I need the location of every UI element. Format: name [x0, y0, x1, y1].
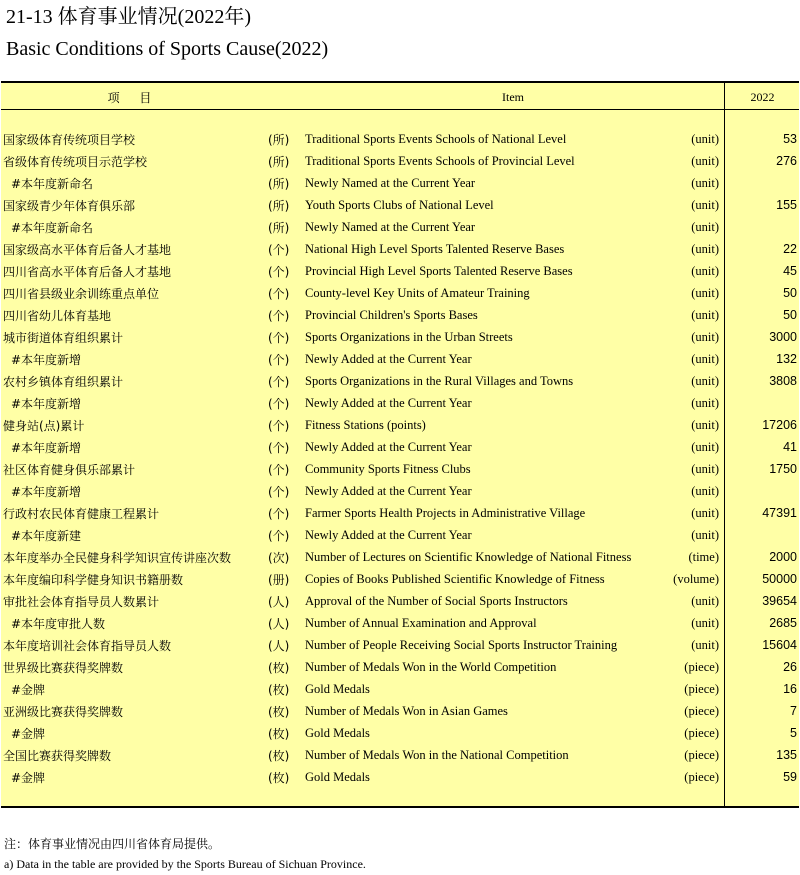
table-row	[1, 612, 799, 634]
row-item-cn: 世界级比赛获得奖牌数	[3, 661, 124, 675]
row-unit-en: (volume)	[673, 572, 719, 586]
row-unit-en: (unit)	[691, 286, 719, 300]
row-item-cn: 省级体育传统项目示范学校	[3, 155, 148, 169]
row-unit-en: (piece)	[684, 660, 719, 674]
row-unit-en: (piece)	[684, 704, 719, 718]
row-unit-cn: (个)	[268, 485, 290, 499]
row-unit-cn: (个)	[268, 331, 290, 345]
row-item-cn: 农村乡镇体育组织累计	[3, 375, 124, 389]
row-item-en: Sports Organizations in the Rural Villages and Towns	[305, 374, 574, 388]
row-item-cn: 城市街道体育组织累计	[3, 331, 124, 345]
row-value-2022: 45	[783, 264, 797, 278]
note-en: a) Data in the table are provided by the Sports Bureau of Sichuan Province.	[4, 857, 366, 871]
table-row	[1, 260, 799, 282]
row-unit-cn: (个)	[268, 441, 290, 455]
table-row	[1, 194, 799, 216]
row-item-en: Traditional Sports Events Schools of National Level	[305, 132, 567, 146]
row-item-cn: #本年度新增	[11, 441, 82, 455]
row-item-en: Gold Medals	[305, 726, 370, 740]
row-unit-cn: (个)	[268, 419, 290, 433]
row-value-2022: 5	[790, 726, 797, 740]
row-unit-en: (time)	[688, 550, 719, 564]
row-item-en: Provincial Children's Sports Bases	[305, 308, 478, 322]
row-item-cn: 国家级体育传统项目学校	[3, 133, 136, 147]
row-unit-en: (piece)	[684, 748, 719, 762]
table-row	[1, 722, 799, 744]
row-item-cn: 本年度举办全民健身科学知识宣传讲座次数	[3, 551, 232, 565]
row-value-2022: 1750	[769, 462, 797, 476]
row-item-cn: 社区体育健身俱乐部累计	[3, 463, 136, 477]
row-unit-en: (unit)	[691, 418, 719, 432]
row-item-cn: 行政村农民体育健康工程累计	[3, 507, 160, 521]
row-item-cn: 亚洲级比赛获得奖牌数	[3, 705, 124, 719]
table-row	[1, 414, 799, 436]
row-unit-cn: (所)	[268, 199, 290, 213]
row-unit-cn: (个)	[268, 265, 290, 279]
header-item-en: Item	[502, 90, 524, 104]
row-value-2022: 15604	[762, 638, 797, 652]
table-row	[1, 766, 799, 788]
row-unit-cn: (个)	[268, 507, 290, 521]
row-value-2022: 26	[783, 660, 797, 674]
row-unit-cn: (个)	[268, 463, 290, 477]
table-row	[1, 282, 799, 304]
row-unit-cn: (个)	[268, 287, 290, 301]
row-value-2022: 47391	[762, 506, 797, 520]
table-row	[1, 744, 799, 766]
row-unit-cn: (所)	[268, 155, 290, 169]
row-item-cn: 四川省县级业余训练重点单位	[3, 287, 160, 301]
row-unit-cn: (人)	[268, 595, 290, 609]
row-value-2022: 2000	[769, 550, 797, 564]
table-row	[1, 128, 799, 150]
table-row	[1, 546, 799, 568]
table-row	[1, 590, 799, 612]
row-item-cn: 本年度编印科学健身知识书籍册数	[3, 573, 184, 587]
table-body	[1, 128, 799, 788]
table-row	[1, 656, 799, 678]
row-value-2022: 16	[783, 682, 797, 696]
row-item-cn: #金牌	[11, 771, 46, 785]
row-item-cn: #金牌	[11, 683, 46, 697]
row-unit-en: (piece)	[684, 726, 719, 740]
row-unit-cn: (所)	[268, 133, 290, 147]
row-item-cn: 四川省高水平体育后备人才基地	[3, 265, 172, 279]
row-value-2022: 132	[776, 352, 797, 366]
row-item-cn: #本年度新增	[11, 353, 82, 367]
row-item-cn: 健身站(点)累计	[3, 419, 85, 433]
row-item-en: Sports Organizations in the Urban Streets	[305, 330, 513, 344]
row-value-2022: 39654	[762, 594, 797, 608]
row-value-2022: 22	[783, 242, 797, 256]
row-unit-cn: (个)	[268, 375, 290, 389]
table-row	[1, 370, 799, 392]
row-item-en: Number of Lectures on Scientific Knowledge of National Fitness	[305, 550, 632, 564]
row-unit-en: (unit)	[691, 352, 719, 366]
row-item-cn: 国家级高水平体育后备人才基地	[3, 243, 172, 257]
row-item-cn: 本年度培训社会体育指导员人数	[3, 639, 172, 653]
table-row	[1, 502, 799, 524]
page-title-cn: 21-13 体育事业情况(2022年)	[6, 6, 251, 28]
row-value-2022: 7	[790, 704, 797, 718]
table-row	[1, 150, 799, 172]
row-value-2022: 276	[776, 154, 797, 168]
row-item-cn: #本年度新命名	[11, 177, 94, 191]
row-unit-en: (unit)	[691, 506, 719, 520]
row-unit-en: (unit)	[691, 330, 719, 344]
row-item-en: Newly Added at the Current Year	[305, 528, 472, 542]
row-item-en: Farmer Sports Health Projects in Administrative Village	[305, 506, 586, 520]
row-unit-en: (unit)	[691, 374, 719, 388]
row-item-cn: #金牌	[11, 727, 46, 741]
row-unit-en: (piece)	[684, 770, 719, 784]
header-item-cn: 项 目	[107, 91, 160, 105]
row-item-en: Newly Added at the Current Year	[305, 484, 472, 498]
row-value-2022: 59	[783, 770, 797, 784]
row-unit-en: (unit)	[691, 242, 719, 256]
table-row	[1, 392, 799, 414]
row-value-2022: 3000	[769, 330, 797, 344]
row-value-2022: 3808	[769, 374, 797, 388]
row-item-en: Community Sports Fitness Clubs	[305, 462, 471, 476]
row-unit-en: (unit)	[691, 198, 719, 212]
row-item-en: Fitness Stations (points)	[305, 418, 426, 432]
row-item-en: Newly Added at the Current Year	[305, 396, 472, 410]
row-item-en: Number of People Receiving Social Sports Instructor Training	[305, 638, 618, 652]
table-row	[1, 568, 799, 590]
table-row	[1, 634, 799, 656]
row-item-cn: 审批社会体育指导员人数累计	[3, 595, 160, 609]
row-unit-en: (unit)	[691, 440, 719, 454]
row-value-2022: 17206	[762, 418, 797, 432]
row-unit-cn: (枚)	[268, 749, 290, 763]
row-unit-cn: (册)	[268, 573, 290, 587]
table-row	[1, 700, 799, 722]
row-unit-en: (unit)	[691, 594, 719, 608]
row-unit-en: (unit)	[691, 462, 719, 476]
row-item-cn: #本年度审批人数	[11, 617, 106, 631]
row-unit-cn: (个)	[268, 353, 290, 367]
sports-table	[1, 81, 799, 808]
row-unit-en: (piece)	[684, 682, 719, 696]
row-unit-cn: (枚)	[268, 771, 290, 785]
row-item-en: Approval of the Number of Social Sports Instructors	[305, 594, 568, 608]
row-unit-en: (unit)	[691, 484, 719, 498]
table-header	[1, 83, 799, 110]
row-value-2022: 2685	[769, 616, 797, 630]
row-unit-cn: (枚)	[268, 705, 290, 719]
table-row	[1, 458, 799, 480]
row-item-en: Newly Added at the Current Year	[305, 352, 472, 366]
row-item-en: County-level Key Units of Amateur Training	[305, 286, 530, 300]
row-unit-cn: (人)	[268, 617, 290, 631]
row-item-en: Youth Sports Clubs of National Level	[305, 198, 494, 212]
row-item-en: Number of Medals Won in the National Competition	[305, 748, 569, 762]
row-item-en: Provincial High Level Sports Talented Reserve Bases	[305, 264, 573, 278]
table-row	[1, 524, 799, 546]
page-title-en: Basic Conditions of Sports Cause(2022)	[6, 38, 329, 60]
table-row	[1, 348, 799, 370]
row-unit-en: (unit)	[691, 264, 719, 278]
row-value-2022: 50	[783, 286, 797, 300]
row-item-cn: 全国比赛获得奖牌数	[3, 749, 112, 763]
table-row	[1, 436, 799, 458]
table-row	[1, 238, 799, 260]
row-unit-cn: (次)	[268, 551, 290, 565]
row-unit-cn: (枚)	[268, 683, 290, 697]
row-unit-cn: (个)	[268, 397, 290, 411]
row-unit-en: (unit)	[691, 154, 719, 168]
row-unit-en: (unit)	[691, 176, 719, 190]
row-unit-en: (unit)	[691, 132, 719, 146]
table-row	[1, 326, 799, 348]
row-item-cn: #本年度新增	[11, 485, 82, 499]
row-item-en: Newly Named at the Current Year	[305, 220, 476, 234]
row-item-en: Newly Added at the Current Year	[305, 440, 472, 454]
row-item-cn: #本年度新命名	[11, 221, 94, 235]
row-unit-cn: (枚)	[268, 727, 290, 741]
row-item-cn: 四川省幼儿体育基地	[3, 309, 112, 323]
row-unit-en: (unit)	[691, 616, 719, 630]
row-value-2022: 155	[776, 198, 797, 212]
row-item-en: Number of Medals Won in the World Competition	[305, 660, 557, 674]
row-unit-cn: (人)	[268, 639, 290, 653]
row-item-en: Newly Named at the Current Year	[305, 176, 476, 190]
row-value-2022: 50	[783, 308, 797, 322]
row-unit-en: (unit)	[691, 220, 719, 234]
row-unit-cn: (所)	[268, 177, 290, 191]
table-row	[1, 678, 799, 700]
row-item-en: National High Level Sports Talented Reserve Bases	[305, 242, 565, 256]
row-item-en: Gold Medals	[305, 770, 370, 784]
row-value-2022: 41	[783, 440, 797, 454]
row-value-2022: 50000	[762, 572, 797, 586]
header-year: 2022	[724, 83, 800, 109]
row-item-cn: #本年度新增	[11, 397, 82, 411]
row-item-cn: 国家级青少年体育俱乐部	[3, 199, 136, 213]
row-item-en: Traditional Sports Events Schools of Provincial Level	[305, 154, 575, 168]
table-row	[1, 172, 799, 194]
row-item-en: Gold Medals	[305, 682, 370, 696]
row-unit-cn: (所)	[268, 221, 290, 235]
table-row	[1, 480, 799, 502]
row-unit-en: (unit)	[691, 308, 719, 322]
note-cn: 注：体育事业情况由四川省体育局提供。	[4, 837, 221, 851]
row-value-2022: 53	[783, 132, 797, 146]
row-item-cn: #本年度新建	[11, 529, 82, 543]
row-unit-en: (unit)	[691, 528, 719, 542]
row-value-2022: 135	[776, 748, 797, 762]
row-unit-en: (unit)	[691, 396, 719, 410]
row-item-en: Copies of Books Published Scientific Knowledge of Fitness	[305, 572, 605, 586]
row-unit-cn: (个)	[268, 243, 290, 257]
row-unit-en: (unit)	[691, 638, 719, 652]
table-row	[1, 216, 799, 238]
row-item-en: Number of Medals Won in Asian Games	[305, 704, 508, 718]
row-unit-cn: (枚)	[268, 661, 290, 675]
row-item-en: Number of Annual Examination and Approval	[305, 616, 537, 630]
row-unit-cn: (个)	[268, 309, 290, 323]
table-row	[1, 304, 799, 326]
row-unit-cn: (个)	[268, 529, 290, 543]
